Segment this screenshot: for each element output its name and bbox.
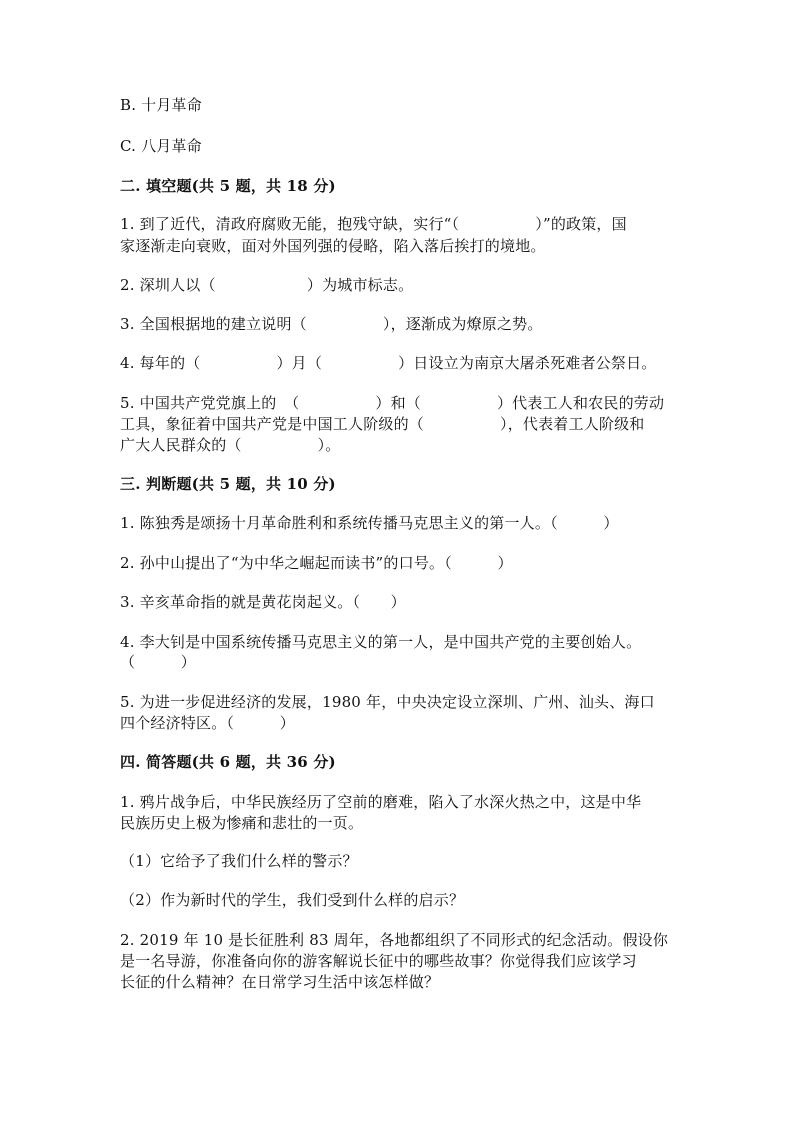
question-text: 四个经济特区。（ ）	[120, 714, 295, 732]
section-heading-true-false: 三. 判断题(共 5 题，共 10 分)	[120, 475, 336, 493]
question-text: 4. 李大钊是中国系统传播马克思主义的第一人，是中国共产党的主要创始人。	[120, 633, 642, 651]
sub-question: （1）它给予了我们什么样的警示？	[120, 852, 358, 870]
question-text: 2. 孙中山提出了“为中华之崛起而读书”的口号。（ ）	[120, 554, 513, 572]
question-text: 5. 中国共产党党旗上的 （ ）和（ ）代表工人和农民的劳动	[120, 394, 665, 412]
section-heading-short-answer: 四. 简答题(共 6 题，共 36 分)	[120, 753, 336, 771]
question-text: 1. 鸦片战争后，中华民族经历了空前的磨难，陷入了水深火热之中，这是中华	[120, 793, 642, 811]
question-text: 广大人民群众的（ ）。	[120, 436, 341, 454]
question-text: 5. 为进一步促进经济的发展，1980 年，中央决定设立深圳、广州、汕头、海口	[120, 693, 655, 711]
question-text: 家逐渐走向衰败，面对外国列强的侵略，陷入落后挨打的境地。	[120, 237, 546, 255]
question-text: （ ）	[120, 653, 197, 671]
question-text: 是一名导游，你准备向你的游客解说长征中的哪些故事？你觉得我们应该学习	[120, 952, 637, 970]
question-text: 工具，象征着中国共产党是中国工人阶级的（ ），代表着工人阶级和	[120, 415, 645, 433]
question-text: 3. 辛亥革命指的就是黄花岗起义。（ ）	[120, 593, 406, 611]
section-heading-fill-blank: 二. 填空题(共 5 题，共 18 分)	[120, 177, 336, 195]
question-text: 3. 全国根据地的建立说明（ ），逐渐成为燎原之势。	[120, 315, 543, 333]
question-text: 1. 到了近代，清政府腐败无能，抱残守缺，实行“（ ）”的政策，国	[120, 215, 627, 233]
option-b: B. 十月革命	[120, 96, 202, 114]
question-text: 4. 每年的（ ）月（ ）日设立为南京大屠杀死难者公祭日。	[120, 354, 657, 372]
sub-question: （2）作为新时代的学生，我们受到什么样的启示？	[120, 891, 465, 909]
option-c: C. 八月革命	[120, 137, 202, 155]
question-text: 民族历史上极为惨痛和悲壮的一页。	[120, 814, 364, 832]
question-text: 2. 深圳人以（ ）为城市标志。	[120, 276, 414, 294]
question-text: 1. 陈独秀是颂扬十月革命胜利和系统传播马克思主义的第一人。（ ）	[120, 514, 619, 532]
question-text: 长征的什么精神？在日常学习生活中该怎样做？	[120, 973, 440, 991]
question-text: 2. 2019 年 10 是长征胜利 83 周年，各地都组织了不同形式的纪念活动。假设你	[120, 931, 669, 949]
